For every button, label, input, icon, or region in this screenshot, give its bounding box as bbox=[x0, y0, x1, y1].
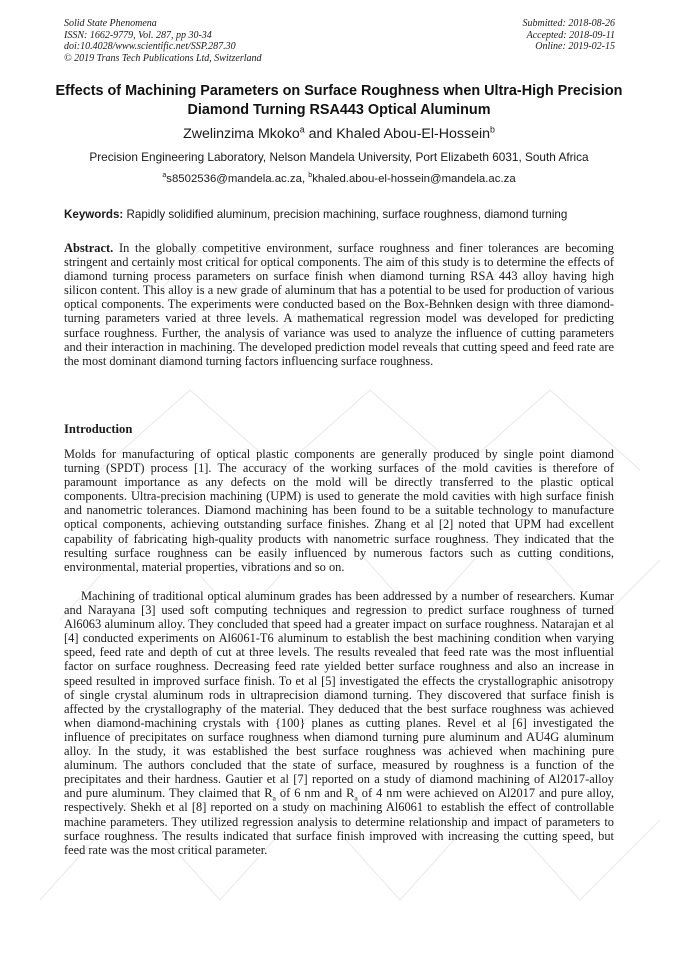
para2-part-a: Machining of traditional optical aluminum grades has been addressed by a number of researchers. Kumar and Narayana [3] used soft computing techniques and regression to predict surface roughness of turned Al6063 aluminum alloy. They concluded that speed had a greater impact on surface roughness. Natarajan et al [4] conducted experiments on Al6061-T6 aluminum to establish the best machining condition when varying speed, feed rate and depth of cut at three levels. The results revealed that feed rate was the most influential factor on surface roughness. Decreasing feed rate yielded better surface roughness and also an increase in speed resulted in improved surface finish. To et al [5] investigated the effects the crystallographic anisotropy of single crystal aluminum rods in ultraprecision diamond turning. They discovered that surface finish is affected by the crystallography of the material. They deduced that the best surface roughness was achieved when diamond-machining crystals with {100} planes as cutting planes. Revel et al [6] investigated the influence of precipitates on surface roughness when diamond turning pure aluminum and AU4G aluminum alloy. In the study, it was established the best surface roughness was achieved when machining pure aluminum. The authors concluded that the state of surface, measured by roughness is a function of the precipitates and their hardness. Gautier et al [7] reported on a study of diamond machining of Al2017-alloy and pure aluminum. They claimed that R bbox=[64, 589, 614, 801]
introduction-paragraph-1: Molds for manufacturing of optical plastic components are generally produced by single point diamond turning (SPDT) process [1]. The accuracy of the working surfaces of the mold cavities is therefore of paramount importance as any defects on the mold will be directly transferred to the plastic optical components. Ultra-precision machining (UPM) is used to generate the mold cavities with high surface finish and nanometric tolerances. Diamond machining has been found to be a suitable technology to manufacture optical components, achieving outstanding surface finishes. Zhang et al [2] noted that UPM had excellent capability of fabricating high-quality products with nanometric surface roughness. They indicated that the resulting surface roughness can be easily influenced by numerous factors such as cutting conditions, environmental, material properties, vibrations and so on. bbox=[64, 447, 614, 574]
issn-line: ISSN: 1662-9779, Vol. 287, pp 30-34 bbox=[64, 29, 212, 41]
email-b: khaled.abou-el-hossein@mandela.ac.za bbox=[312, 173, 516, 185]
paper-title: Effects of Machining Parameters on Surface Roughness when Ultra-High Precision Diamond Turning RSA443 Optical Aluminum bbox=[55, 83, 623, 118]
online-date: Online: 2019-02-15 bbox=[535, 41, 615, 53]
author-line bbox=[40, 125, 638, 143]
author-2-mark: b bbox=[490, 124, 495, 135]
copyright-line: © 2019 Trans Tech Publications Ltd, Switzerland bbox=[64, 52, 262, 64]
email-line bbox=[40, 172, 638, 187]
abstract bbox=[64, 241, 614, 368]
affiliation: Precision Engineering Laboratory, Nelson Mandela University, Port Elizabeth 6031, South Africa bbox=[89, 150, 589, 164]
journal-name: Solid State Phenomena bbox=[64, 18, 157, 29]
keywords-label: Keywords: bbox=[64, 208, 124, 221]
header-right bbox=[523, 18, 616, 53]
introduction-paragraph-2 bbox=[64, 589, 614, 857]
submitted-date: Submitted: 2018-08-26 bbox=[522, 18, 615, 29]
section-heading-introduction: Introduction bbox=[64, 422, 133, 436]
email-b-mark: b bbox=[308, 172, 313, 180]
para2-part-c: of 4 nm were achieved on Al2017 and pure alloy, respectively. Shekh et al [8] reported on a study on machining Al6061 to establish the effect of controllable machine parameters. They utilized regression analysis to determine relationship and impact of parameters to surface roughness. The results indicated that surface finish improved with increasing the cutting speed, but feed rate was the most critical parameter. bbox=[64, 786, 614, 857]
email-a-mark: a bbox=[162, 172, 167, 180]
keywords bbox=[64, 207, 624, 222]
email-separator: , bbox=[301, 173, 309, 185]
header-left bbox=[64, 18, 262, 64]
author-joiner: and bbox=[304, 126, 337, 142]
keywords-text: Rapidly solidified aluminum, precision machining, surface roughness, diamond turning bbox=[123, 208, 568, 221]
author-1-mark: a bbox=[299, 124, 305, 135]
abstract-text: In the globally competitive environment, surface roughness and finer tolerances are becoming stringent and certainly most critical for optical components. The aim of this study is to determine the effects of diamond turning process parameters on surface finish when diamond turning RSA 443 alloy having high silicon content. This alloy is a new grade of aluminum that has a potential to be used for production of various optical components. The experiments were conducted based on the Box-Behnken design with three diamond-turning parameters varied at three levels. A mathematical regression model was developed for predicting surface roughness. Further, the analysis of variance was used to analyze the influence of cutting parameters and their interaction in machining. The developed prediction model reveals that cutting speed and feed rate are the most dominant diamond turning factors influencing surface roughness. bbox=[64, 241, 614, 368]
email-a: s8502536@mandela.ac.za bbox=[166, 173, 302, 185]
para2-part-b: of 6 nm and R bbox=[275, 786, 355, 801]
accepted-date: Accepted: 2018-09-11 bbox=[526, 29, 615, 41]
ra-subscript-1: a bbox=[272, 793, 276, 803]
author-1: Zwelinzima Mkoko bbox=[183, 126, 300, 142]
ra-subscript-2: a bbox=[354, 793, 358, 803]
doi-line: doi:10.4028/www.scientific.net/SSP.287.30 bbox=[64, 41, 236, 53]
author-2: Khaled Abou-El-Hossein bbox=[336, 126, 491, 142]
abstract-label: Abstract. bbox=[64, 241, 114, 255]
